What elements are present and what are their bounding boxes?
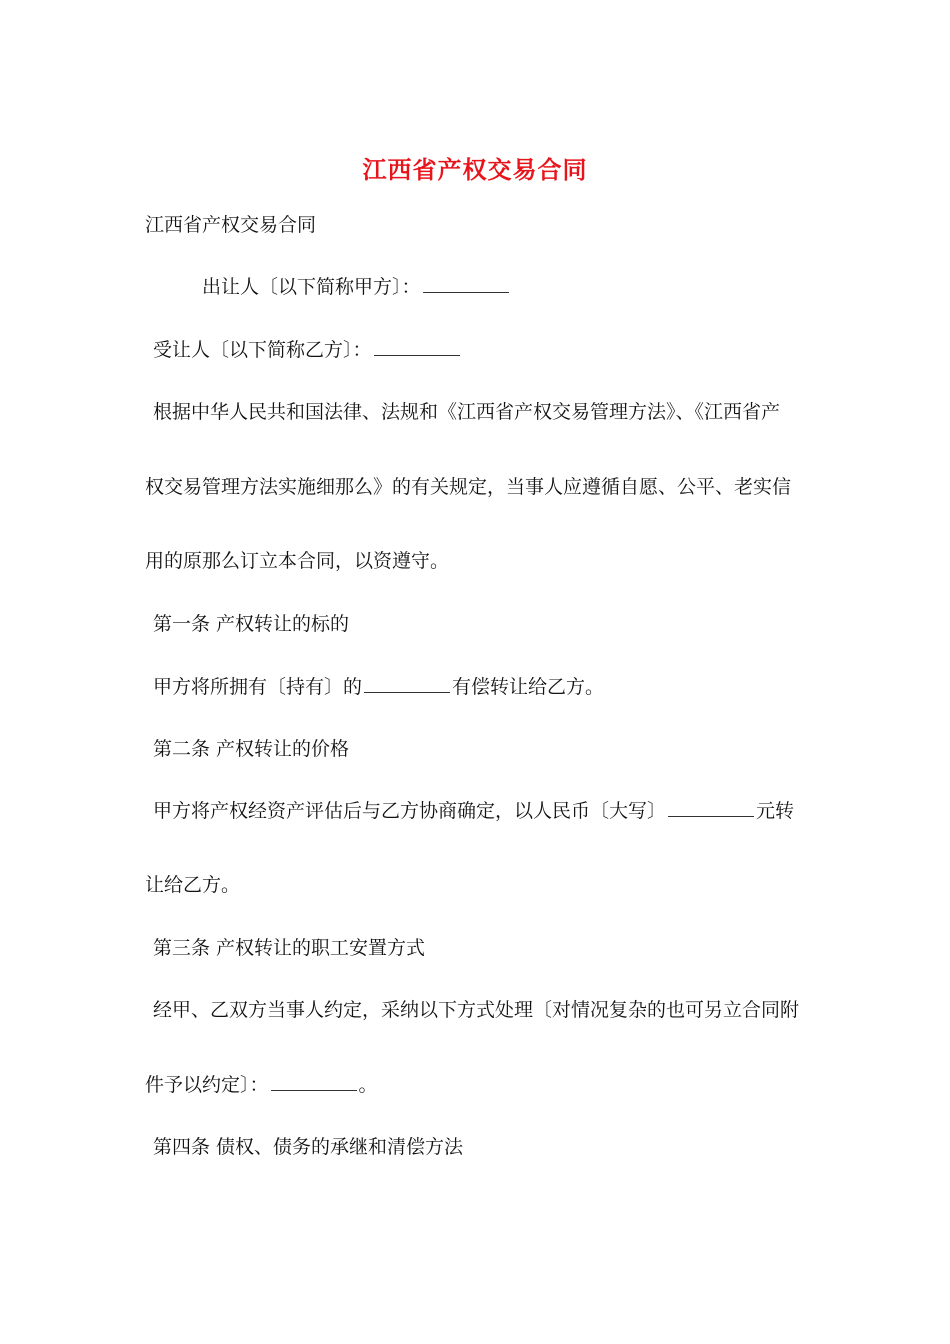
- preamble-line-2: 权交易管理方法实施细那么》的有关规定，当事人应遵循自愿、公平、老实信: [145, 476, 792, 498]
- article-2-body: [153, 798, 794, 824]
- article-1-text-a: 甲方将所拥有〔持有〕的: [153, 676, 363, 698]
- article-3-text-b: 件予以约定〕：: [145, 1074, 269, 1096]
- article-2-text-a: 甲方将产权经资产评估后与乙方协商确定，以人民币〔大写〕: [153, 800, 667, 822]
- article-4-title: 第四条 债权、债务的承继和清偿方法: [153, 1136, 464, 1158]
- article-3-title: 第三条 产权转让的职工安置方式: [153, 937, 426, 959]
- article-2-body-cont: 让给乙方。: [145, 874, 241, 896]
- article-1-blank[interactable]: [364, 674, 450, 693]
- transferor-label: 出让人〔以下简称甲方〕：: [202, 276, 421, 298]
- article-2-blank[interactable]: [668, 798, 754, 817]
- transferee-line: [153, 337, 462, 363]
- article-1-title: 第一条 产权转让的标的: [153, 613, 350, 635]
- article-3-body: 经甲、乙双方当事人约定，采纳以下方式处理〔对情况复杂的也可另立合同附: [153, 999, 800, 1021]
- article-1-text-b: 有偿转让给乙方。: [452, 676, 605, 698]
- transferee-blank[interactable]: [374, 337, 460, 356]
- article-1-body: [153, 674, 604, 700]
- transferee-label: 受让人〔以下简称乙方〕：: [153, 339, 372, 361]
- preamble-line-1: 根据中华人民共和国法律、法规和《江西省产权交易管理方法》、《江西省产: [153, 401, 781, 423]
- preamble-line-3: 用的原那么订立本合同，以资遵守。: [145, 550, 450, 572]
- document-title: 江西省产权交易合同: [362, 155, 588, 184]
- article-3-text-c: 。: [358, 1074, 378, 1096]
- document-subtitle: 江西省产权交易合同: [145, 214, 317, 236]
- article-2-title: 第二条 产权转让的价格: [153, 738, 350, 760]
- transferor-line: [202, 274, 511, 300]
- article-3-body-cont: [145, 1072, 378, 1098]
- article-3-blank[interactable]: [271, 1072, 357, 1091]
- article-2-text-b: 元转: [756, 800, 795, 822]
- transferor-blank[interactable]: [423, 274, 509, 293]
